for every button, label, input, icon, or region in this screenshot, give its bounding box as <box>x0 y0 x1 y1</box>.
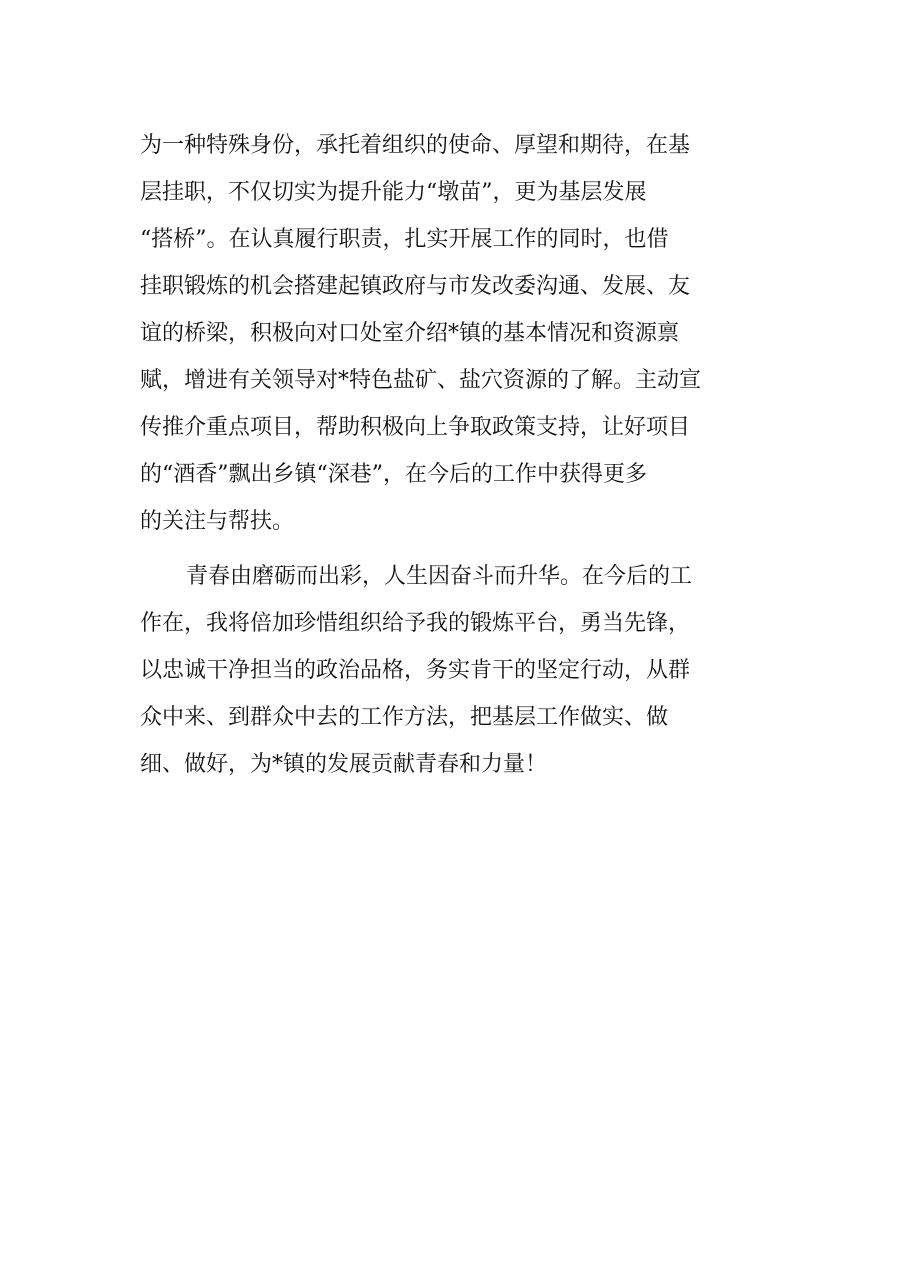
paragraph-line: 的“酒香”飘出乡镇“深巷”，在今后的工作中获得更多 <box>140 462 647 487</box>
document-body <box>140 122 772 788</box>
paragraph-spacing <box>140 545 772 553</box>
paragraph-line: 赋，增进有关领导对*特色盐矿、盐穴资源的了解。主动宣 <box>140 368 702 393</box>
paragraph-2 <box>140 553 772 788</box>
paragraph-1 <box>140 122 772 545</box>
paragraph-line: 细、做好，为*镇的发展贡献青春和力量！ <box>140 752 548 777</box>
paragraph-line: 作在，我将倍加珍惜组织给予我的锻炼平台，勇当先锋， <box>140 611 691 636</box>
paragraph-line: “搭桥”。在认真履行职责，扎实开展工作的同时，也借 <box>140 227 669 252</box>
paragraph-line: 传推介重点项目，帮助积极向上争取政策支持，让好项目 <box>140 415 691 440</box>
paragraph-line: 谊的桥梁，积极向对口处室介绍*镇的基本情况和资源禀 <box>140 321 680 346</box>
paragraph-line: 层挂职，不仅切实为提升能力“墩苗”，更为基层发展 <box>140 180 647 205</box>
paragraph-line: 青春由磨砺而出彩，人生因奋斗而升华。在今后的工 <box>186 564 693 589</box>
paragraph-line: 以忠诚干净担当的政治品格，务实肯干的坚定行动，从群 <box>140 658 691 683</box>
paragraph-line: 众中来、到群众中去的工作方法，把基层工作做实、做 <box>140 705 669 730</box>
paragraph-line: 为一种特殊身份，承托着组织的使命、厚望和期待，在基 <box>140 133 691 158</box>
paragraph-line: 挂职锻炼的机会搭建起镇政府与市发改委沟通、发展、友 <box>140 274 691 299</box>
paragraph-line: 的关注与帮扶。 <box>140 509 295 534</box>
